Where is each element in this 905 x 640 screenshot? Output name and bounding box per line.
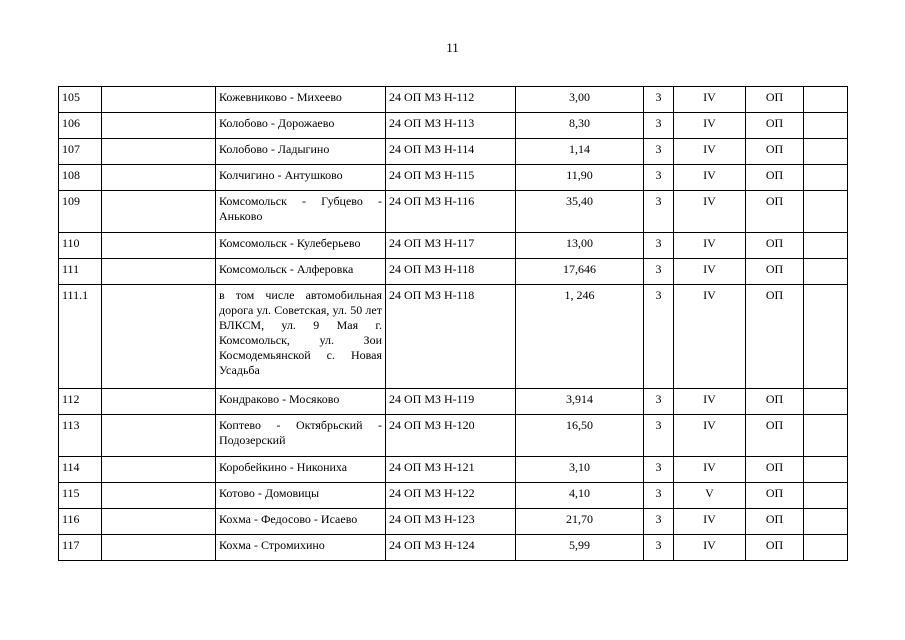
road-code-cell: 24 ОП МЗ Н-120 [386,415,516,457]
road-name-cell: Комсомольск - Алферовка [216,259,386,285]
table-row [59,165,848,191]
significance-cell: ОП [746,509,804,535]
road-code-cell: 24 ОП МЗ Н-124 [386,535,516,561]
category-cell: 3 [644,509,674,535]
row-number-cell: 108 [59,165,102,191]
road-name-cell: Кохма - Федосово - Исаево [216,509,386,535]
row-number-cell: 114 [59,457,102,483]
empty-cell [102,191,216,233]
category-cell: 3 [644,87,674,113]
road-length-cell: 11,90 [516,165,644,191]
road-length-cell: 3,914 [516,389,644,415]
road-name-cell: Кохма - Стромихино [216,535,386,561]
road-length-cell: 16,50 [516,415,644,457]
road-length-cell: 35,40 [516,191,644,233]
road-name-cell: в том числе автомобильная дорога ул. Советская, ул. 50 лет ВЛКСМ, ул. 9 Мая г. Комсомольск, ул. Зои Космодемьянской с. Новая Усадьба [216,285,386,389]
table-row [59,259,848,285]
empty-cell [102,389,216,415]
significance-cell: ОП [746,87,804,113]
row-number-cell: 116 [59,509,102,535]
table-row [59,285,848,389]
row-number-cell: 115 [59,483,102,509]
empty-cell [804,415,848,457]
road-class-cell: IV [674,113,746,139]
significance-cell: ОП [746,457,804,483]
road-length-cell: 8,30 [516,113,644,139]
category-cell: 3 [644,139,674,165]
category-cell: 3 [644,113,674,139]
empty-cell [102,285,216,389]
row-number-cell: 107 [59,139,102,165]
row-number-cell: 113 [59,415,102,457]
road-class-cell: IV [674,139,746,165]
road-class-cell: IV [674,285,746,389]
road-code-cell: 24 ОП МЗ Н-121 [386,457,516,483]
empty-cell [102,87,216,113]
road-class-cell: IV [674,535,746,561]
table-body [59,87,848,561]
road-code-cell: 24 ОП МЗ Н-116 [386,191,516,233]
category-cell: 3 [644,389,674,415]
road-class-cell: IV [674,87,746,113]
table-row [59,389,848,415]
empty-cell [804,87,848,113]
table-row [59,415,848,457]
road-class-cell: IV [674,457,746,483]
road-class-cell: IV [674,509,746,535]
empty-cell [102,415,216,457]
road-name-cell: Коптево - Октябрьский - Подозерский [216,415,386,457]
road-code-cell: 24 ОП МЗ Н-117 [386,233,516,259]
row-number-cell: 112 [59,389,102,415]
category-cell: 3 [644,483,674,509]
empty-cell [804,389,848,415]
road-class-cell: IV [674,191,746,233]
table-row [59,113,848,139]
row-number-cell: 111.1 [59,285,102,389]
road-length-cell: 3,00 [516,87,644,113]
table-row [59,191,848,233]
significance-cell: ОП [746,191,804,233]
road-code-cell: 24 ОП МЗ Н-114 [386,139,516,165]
category-cell: 3 [644,259,674,285]
significance-cell: ОП [746,415,804,457]
empty-cell [102,535,216,561]
road-length-cell: 21,70 [516,509,644,535]
significance-cell: ОП [746,233,804,259]
road-length-cell: 4,10 [516,483,644,509]
empty-cell [804,285,848,389]
road-length-cell: 1,14 [516,139,644,165]
empty-cell [102,139,216,165]
empty-cell [804,165,848,191]
empty-cell [804,139,848,165]
road-name-cell: Комсомольск - Кулеберьево [216,233,386,259]
table-row [59,535,848,561]
table-row [59,457,848,483]
empty-cell [102,457,216,483]
empty-cell [804,113,848,139]
category-cell: 3 [644,233,674,259]
table-row [59,139,848,165]
empty-cell [804,509,848,535]
road-code-cell: 24 ОП МЗ Н-118 [386,259,516,285]
road-code-cell: 24 ОП МЗ Н-123 [386,509,516,535]
significance-cell: ОП [746,483,804,509]
category-cell: 3 [644,415,674,457]
significance-cell: ОП [746,113,804,139]
road-class-cell: V [674,483,746,509]
empty-cell [102,165,216,191]
road-class-cell: IV [674,415,746,457]
road-class-cell: IV [674,233,746,259]
road-code-cell: 24 ОП МЗ Н-118 [386,285,516,389]
road-code-cell: 24 ОП МЗ Н-119 [386,389,516,415]
road-length-cell: 3,10 [516,457,644,483]
category-cell: 3 [644,285,674,389]
significance-cell: ОП [746,259,804,285]
road-name-cell: Коробейкино - Никониха [216,457,386,483]
category-cell: 3 [644,535,674,561]
row-number-cell: 105 [59,87,102,113]
empty-cell [804,457,848,483]
road-length-cell: 1, 246 [516,285,644,389]
table-row [59,483,848,509]
page-number: 11 [446,40,459,55]
road-length-cell: 13,00 [516,233,644,259]
road-code-cell: 24 ОП МЗ Н-112 [386,87,516,113]
empty-cell [804,191,848,233]
empty-cell [102,483,216,509]
road-class-cell: IV [674,389,746,415]
significance-cell: ОП [746,139,804,165]
category-cell: 3 [644,165,674,191]
empty-cell [102,259,216,285]
road-name-cell: Комсомольск - Губцево - Аньково [216,191,386,233]
road-length-cell: 17,646 [516,259,644,285]
significance-cell: ОП [746,165,804,191]
category-cell: 3 [644,191,674,233]
row-number-cell: 110 [59,233,102,259]
road-class-cell: IV [674,259,746,285]
road-code-cell: 24 ОП МЗ Н-115 [386,165,516,191]
significance-cell: ОП [746,285,804,389]
road-code-cell: 24 ОП МЗ Н-113 [386,113,516,139]
significance-cell: ОП [746,389,804,415]
empty-cell [102,113,216,139]
row-number-cell: 109 [59,191,102,233]
road-name-cell: Котово - Домовицы [216,483,386,509]
road-name-cell: Кожевниково - Михеево [216,87,386,113]
table-row [59,509,848,535]
road-code-cell: 24 ОП МЗ Н-122 [386,483,516,509]
empty-cell [804,483,848,509]
row-number-cell: 111 [59,259,102,285]
row-number-cell: 117 [59,535,102,561]
road-class-cell: IV [674,165,746,191]
road-name-cell: Колобово - Дорожаево [216,113,386,139]
significance-cell: ОП [746,535,804,561]
empty-cell [804,259,848,285]
empty-cell [102,233,216,259]
roads-table [58,86,848,561]
category-cell: 3 [644,457,674,483]
road-name-cell: Колобово - Ладыгино [216,139,386,165]
road-length-cell: 5,99 [516,535,644,561]
row-number-cell: 106 [59,113,102,139]
table-row [59,87,848,113]
empty-cell [804,535,848,561]
empty-cell [102,509,216,535]
road-name-cell: Кондраково - Мосяково [216,389,386,415]
empty-cell [804,233,848,259]
road-name-cell: Колчигино - Антушково [216,165,386,191]
table-row [59,233,848,259]
